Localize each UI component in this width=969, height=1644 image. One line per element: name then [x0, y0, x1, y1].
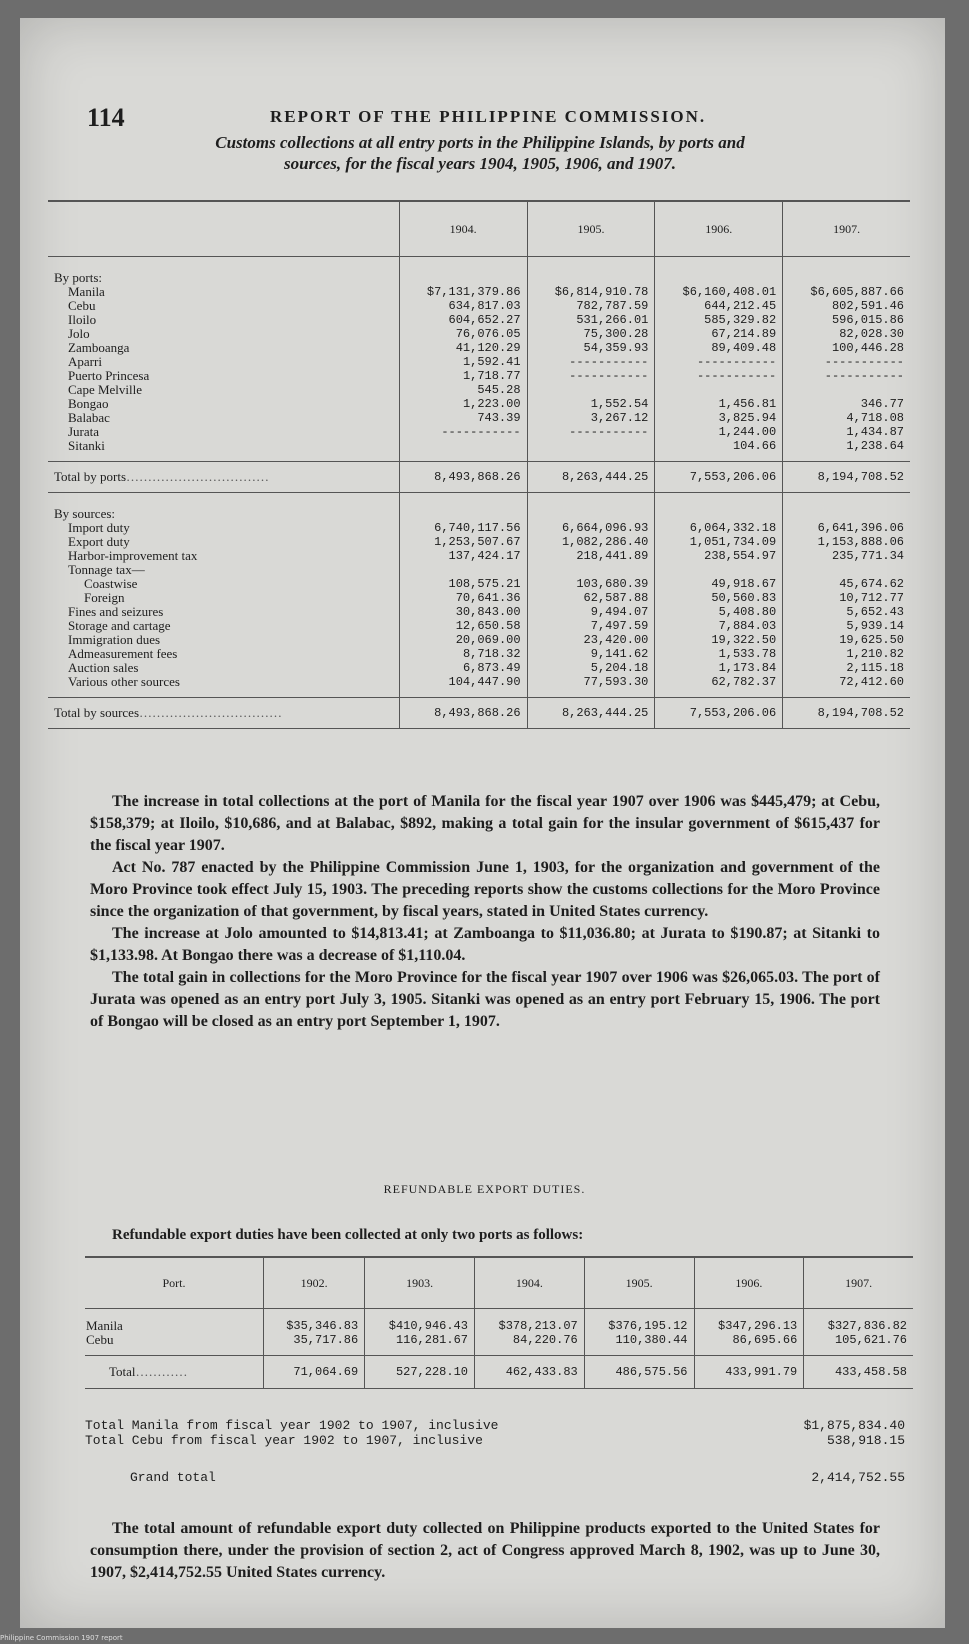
total-label-text: Total by ports — [54, 469, 127, 484]
col-header: 1906. — [694, 1257, 804, 1309]
group-heading: By ports: — [54, 271, 103, 285]
cell-value: 50,560.83 — [711, 591, 777, 605]
year-values — [365, 1309, 475, 1356]
cell-value: 7,497.59 — [590, 619, 649, 633]
year-values — [264, 1309, 365, 1356]
cell-value: 19,322.50 — [711, 633, 777, 647]
customs-collections-table — [48, 200, 910, 729]
cell-value: 5,204.18 — [590, 661, 649, 675]
cell-value — [661, 383, 776, 397]
cell-value: ----------- — [696, 369, 777, 383]
cell-value: 3,267.12 — [590, 411, 649, 425]
cell-value: $6,605,887.66 — [810, 285, 904, 299]
summary-line — [85, 1433, 905, 1448]
summary-label: Total Manila from fiscal year 1902 to 1907, inclusive — [85, 1418, 499, 1433]
cell-value: 9,494.07 — [590, 605, 649, 619]
document-page — [20, 18, 945, 1628]
total-label: Total by sources…………………………… — [48, 698, 399, 729]
row-label: Auction sales — [68, 660, 139, 675]
cell-value: 531,266.01 — [576, 313, 649, 327]
total-value: 71,064.69 — [264, 1356, 365, 1389]
row-label: Sitanki — [68, 438, 105, 453]
cell-value — [406, 439, 521, 453]
total-value: 8,194,708.52 — [783, 698, 910, 729]
spacer — [406, 507, 521, 521]
cell-value: 235,771.34 — [831, 549, 904, 563]
cell-value: 30,843.00 — [455, 605, 521, 619]
cell-value: 75,300.28 — [583, 327, 649, 341]
cell-value: 5,652.43 — [846, 605, 904, 619]
row-label: Coastwise — [84, 576, 138, 591]
table-header-row — [48, 201, 910, 257]
cell-value: 1,153,888.06 — [817, 535, 904, 549]
blank-header — [48, 201, 399, 257]
cell-value: $6,160,408.01 — [682, 285, 777, 299]
cell-value: 12,650.58 — [455, 619, 521, 633]
total-by-sources-row — [48, 698, 910, 729]
spacer — [406, 271, 521, 285]
cell-value: 545.28 — [477, 383, 521, 397]
cell-value: 644,212.45 — [704, 299, 777, 313]
row-label: Immigration dues — [68, 632, 161, 647]
cell-value: 62,782.37 — [711, 675, 777, 689]
cell-value: 41,120.29 — [455, 341, 521, 355]
source-values-1905 — [527, 493, 655, 698]
cell-value: 218,441.89 — [576, 549, 649, 563]
cell-value: ----------- — [824, 355, 904, 369]
total-value: 433,458.58 — [804, 1356, 913, 1389]
cell-value: 5,939.14 — [846, 619, 904, 633]
cell-value: 8,718.32 — [462, 647, 521, 661]
year-values — [694, 1309, 804, 1356]
cell-value: 6,664,096.93 — [561, 521, 649, 535]
summary-totals — [85, 1418, 905, 1485]
row-label: Jurata — [68, 424, 100, 439]
cell-value: 585,329.82 — [704, 313, 777, 327]
total-by-ports-row — [48, 462, 910, 493]
cell-value — [789, 383, 904, 397]
cell-value: 1,456.81 — [718, 397, 777, 411]
cell: $410,946.43 — [388, 1319, 468, 1333]
total-label-text: Total — [109, 1364, 136, 1379]
spacer — [789, 271, 904, 285]
total-value: 433,991.79 — [694, 1356, 804, 1389]
summary-line — [85, 1418, 905, 1433]
cell-value: 9,141.62 — [590, 647, 649, 661]
cell-value: ----------- — [696, 355, 777, 369]
cell-value: 5,408.80 — [718, 605, 777, 619]
cell-value: 3,825.94 — [718, 411, 777, 425]
cell-value: 10,712.77 — [839, 591, 904, 605]
spacer — [661, 507, 776, 521]
port-values-1906 — [655, 257, 783, 462]
col-header: 1905. — [527, 201, 655, 257]
row-label: Cebu — [68, 298, 96, 313]
cell-value: 238,554.97 — [704, 549, 777, 563]
title-line: sources, for the fiscal years 1904, 1905, 1906, and 1907. — [284, 154, 676, 173]
refundable-duties-table — [85, 1256, 913, 1389]
port-values-1907 — [783, 257, 910, 462]
cell-value: 2,115.18 — [846, 661, 904, 675]
col-header: 1903. — [365, 1257, 475, 1309]
cell-value: 89,409.48 — [711, 341, 777, 355]
cell-value: 82,028.30 — [839, 327, 904, 341]
grand-total-line — [85, 1470, 905, 1485]
row-label: Iloilo — [68, 312, 97, 327]
cell: 116,281.67 — [395, 1333, 468, 1347]
cell-value: 67,214.89 — [711, 327, 777, 341]
sources-group-row — [48, 493, 910, 698]
total-value: 8,194,708.52 — [783, 462, 910, 493]
col-header: 1904. — [474, 1257, 584, 1309]
cell-value: 7,884.03 — [718, 619, 777, 633]
closing-paragraph — [90, 1518, 880, 1584]
cell: 84,220.76 — [512, 1333, 578, 1347]
ports-labels — [48, 257, 399, 462]
spacer — [789, 507, 904, 521]
cell-value: 604,652.27 — [448, 313, 521, 327]
cell-value: ----------- — [441, 425, 521, 439]
cell-value: ----------- — [569, 369, 649, 383]
cell-value: 596,015.86 — [831, 313, 904, 327]
cell-value: 1,238.64 — [846, 439, 904, 453]
scan-footer: Philippine Commission 1907 report — [0, 1634, 123, 1642]
cell: $378,213.07 — [498, 1319, 578, 1333]
col-header: 1907. — [783, 201, 910, 257]
total-value: 7,553,206.06 — [655, 462, 783, 493]
cell-value: 1,434.87 — [846, 425, 904, 439]
row-label: Balabac — [68, 410, 110, 425]
grand-total-label: Grand total — [130, 1470, 216, 1485]
total-value: 462,433.83 — [474, 1356, 584, 1389]
cell-value: 70,641.36 — [455, 591, 521, 605]
port-values-1904 — [399, 257, 527, 462]
cell-value: 20,069.00 — [455, 633, 521, 647]
cell-value: 1,082,286.40 — [561, 535, 649, 549]
col-header: 1905. — [584, 1257, 694, 1309]
cell-value — [534, 383, 649, 397]
paragraph: Act No. 787 enacted by the Philippine Commission June 1, 1903, for the organization and government of the Moro Province took effect July 15, 1903. The preceding reports show the customs collections for the Moro Province since the organization of that government, by fiscal years, stated in United States currency. — [90, 859, 880, 920]
row-label: Cape Melville — [68, 382, 143, 397]
cell-value: 1,051,734.09 — [689, 535, 777, 549]
cell-value: 76,076.05 — [455, 327, 521, 341]
cell-value: 100,446.28 — [831, 341, 904, 355]
cell-value: 54,359.93 — [583, 341, 649, 355]
total-label: Total………… — [85, 1356, 264, 1389]
intro-line: Refundable export duties have been collected at only two ports as follows: — [112, 1227, 584, 1243]
row-label: Jolo — [68, 326, 90, 341]
table-row — [85, 1309, 913, 1356]
total-label: Total by ports…………………………… — [48, 462, 399, 493]
col-header: 1907. — [804, 1257, 913, 1309]
page-number: 114 — [87, 103, 125, 132]
summary-value: 538,918.15 — [826, 1433, 905, 1448]
row-label: Foreign — [84, 590, 125, 605]
port-label: Manila — [86, 1318, 123, 1333]
cell-value: 1,253,507.67 — [434, 535, 521, 549]
row-label: Export duty — [68, 534, 130, 549]
cell: $376,195.12 — [608, 1319, 688, 1333]
year-values — [584, 1309, 694, 1356]
grand-total-value: 2,414,752.55 — [811, 1470, 905, 1485]
port-label: Cebu — [86, 1332, 114, 1347]
ports-group-row — [48, 257, 910, 462]
cell-value: 19,625.50 — [839, 633, 904, 647]
row-label: Puerto Princesa — [68, 368, 150, 383]
cell-value: 1,552.54 — [590, 397, 649, 411]
port-header: Port. — [85, 1257, 264, 1309]
cell-value: 72,412.60 — [839, 675, 904, 689]
spacer — [534, 271, 649, 285]
cell-value: 104,447.90 — [448, 675, 521, 689]
total-value: 8,263,444.25 — [527, 462, 655, 493]
cell-value: 23,420.00 — [583, 633, 649, 647]
source-values-1906 — [655, 493, 783, 698]
cell-value: ----------- — [569, 425, 649, 439]
cell-value: 6,641,396.06 — [817, 521, 904, 535]
row-label: Bongao — [68, 396, 109, 411]
cell-value: $7,131,379.86 — [426, 285, 521, 299]
cell-value — [534, 563, 649, 577]
cell-value: 743.39 — [477, 411, 521, 425]
total-label-text: Total by sources — [54, 705, 140, 720]
cell: 35,717.86 — [293, 1333, 359, 1347]
title-line: Customs collections at all entry ports in the Philippine Islands, by ports and — [215, 133, 745, 152]
cell: $327,836.82 — [827, 1319, 907, 1333]
cell-value: 137,424.17 — [448, 549, 521, 563]
row-label: Aparri — [68, 354, 102, 369]
cell-value: 782,787.59 — [576, 299, 649, 313]
paragraph: The total gain in collections for the Moro Province for the fiscal year 1907 over 1906 was $26,065.03. The port of Jurata was opened as an entry port July 3, 1905. Sitanki was opened as an entry port February 15, 1906. The port of Bongao will be closed as an entry port September 1, 1907. — [90, 969, 880, 1030]
cell-value: 1,592.41 — [462, 355, 521, 369]
col-header: 1904. — [399, 201, 527, 257]
cell-value — [661, 563, 776, 577]
cell-value: 49,918.67 — [711, 577, 777, 591]
cell-value: 103,680.39 — [576, 577, 649, 591]
cell-value: 1,244.00 — [718, 425, 777, 439]
paragraph: The total amount of refundable export duty collected on Philippine products exported to the United States for consumption there, under the provision of section 2, act of Congress approved March 8, 1902, was up to June 30, 1907, $2,414,752.55 United States currency. — [90, 1520, 880, 1581]
port-values-1905 — [527, 257, 655, 462]
spacer — [534, 507, 649, 521]
cell: $347,296.13 — [718, 1319, 798, 1333]
cell-value: 634,817.03 — [448, 299, 521, 313]
section-subheading: REFUNDABLE EXPORT DUTIES. — [383, 1182, 586, 1196]
source-values-1907 — [783, 493, 910, 698]
table-header-row — [85, 1257, 913, 1309]
cell-value: 346.77 — [860, 397, 904, 411]
source-label-list — [54, 521, 393, 689]
port-labels — [85, 1309, 264, 1356]
cell-value: $6,814,910.78 — [554, 285, 649, 299]
cell: $35,346.83 — [286, 1319, 359, 1333]
cell-value: 1,533.78 — [718, 647, 777, 661]
cell: 110,380.44 — [615, 1333, 688, 1347]
spacer — [661, 271, 776, 285]
cell-value — [534, 439, 649, 453]
paragraph: The increase in total collections at the port of Manila for the fiscal year 1907 over 1906 was $445,479; at Cebu, $158,379; at Iloilo, $10,686, and at Balabac, $892, making a total gain for the insular government of $615,437 for the fiscal year 1907. — [90, 793, 880, 854]
cell-value: 62,587.88 — [583, 591, 649, 605]
table-title — [50, 132, 910, 174]
cell-value: 1,223.00 — [462, 397, 521, 411]
cell-value: ----------- — [824, 369, 904, 383]
summary-label: Total Cebu from fiscal year 1902 to 1907, inclusive — [85, 1433, 483, 1448]
cell-value — [406, 563, 521, 577]
row-label: Various other sources — [68, 674, 180, 689]
paragraph: The increase at Jolo amounted to $14,813.41; at Zamboanga to $11,036.80; at Jurata to $190.87; at Sitanki to $1,133.98. At Bongao there was a decrease of $1,110.04. — [90, 925, 880, 964]
cell-value: 1,173.84 — [718, 661, 777, 675]
row-label: Tonnage tax— — [68, 562, 145, 577]
sources-labels — [48, 493, 399, 698]
total-row — [85, 1356, 913, 1389]
total-value: 486,575.56 — [584, 1356, 694, 1389]
cell-value — [789, 563, 904, 577]
total-value: 8,263,444.25 — [527, 698, 655, 729]
cell: 86,695.66 — [732, 1333, 798, 1347]
cell-value: 108,575.21 — [448, 577, 521, 591]
cell-value: 6,064,332.18 — [689, 521, 777, 535]
cell-value: 4,718.08 — [846, 411, 904, 425]
cell-value: 6,873.49 — [462, 661, 521, 675]
port-label-list — [54, 285, 393, 453]
cell-value: 104.66 — [732, 439, 777, 453]
total-value: 7,553,206.06 — [655, 698, 783, 729]
summary-value: $1,875,834.40 — [803, 1418, 905, 1433]
group-heading: By sources: — [54, 507, 116, 521]
row-label: Zamboanga — [68, 340, 130, 355]
row-label: Import duty — [68, 521, 130, 535]
total-value: 8,493,868.26 — [399, 462, 527, 493]
cell: 105,621.76 — [834, 1333, 907, 1347]
body-text — [90, 791, 880, 1033]
cell-value: 6,740,117.56 — [434, 521, 521, 535]
total-value: 527,228.10 — [365, 1356, 475, 1389]
cell-value: 1,210.82 — [846, 647, 904, 661]
source-values-1904 — [399, 493, 527, 698]
cell-value: ----------- — [569, 355, 649, 369]
row-label: Fines and seizures — [68, 604, 164, 619]
cell-value: 1,718.77 — [462, 369, 521, 383]
cell-value: 77,593.30 — [583, 675, 649, 689]
cell-value: 802,591.46 — [831, 299, 904, 313]
col-header: 1902. — [264, 1257, 365, 1309]
row-label: Manila — [68, 285, 105, 299]
total-value: 8,493,868.26 — [399, 698, 527, 729]
row-label: Admeasurement fees — [68, 646, 178, 661]
running-head: REPORT OF THE PHILIPPINE COMMISSION. — [270, 107, 707, 126]
year-values — [474, 1309, 584, 1356]
year-values — [804, 1309, 913, 1356]
cell-value: 45,674.62 — [839, 577, 904, 591]
row-label: Harbor-improvement tax — [68, 548, 198, 563]
page-header — [65, 93, 925, 133]
col-header: 1906. — [655, 201, 783, 257]
row-label: Storage and cartage — [68, 618, 171, 633]
